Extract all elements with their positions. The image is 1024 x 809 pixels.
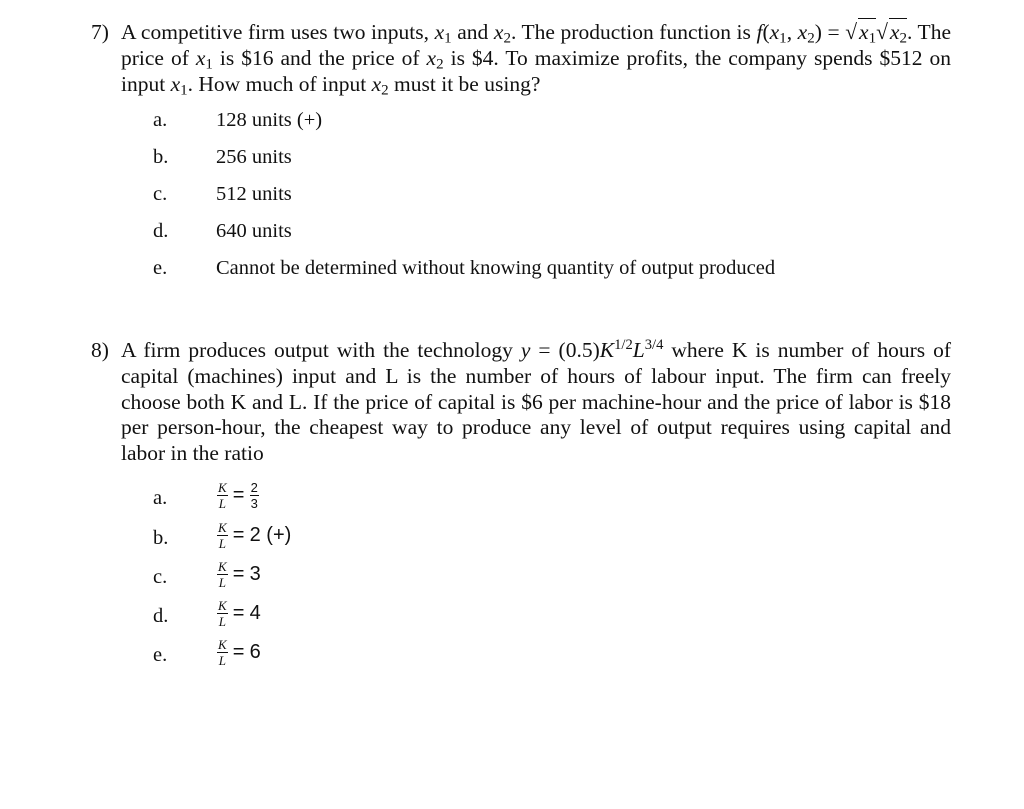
option-text: $\frac{K}{L}$ = 2 (+) <box>218 519 292 551</box>
math-x1: $x_1$ <box>170 71 188 98</box>
question-8 <box>91 336 952 668</box>
option-letter: c. <box>153 183 168 206</box>
option-text: 128 units (+) <box>216 109 323 132</box>
stem-text: where K is number of hours of capital (machines) input and L is the number of hours of labour input. The firm can freely choose both K and L. If the price of capital is $6 per machine-hour and the price of labor is $18 per person-hour, the cheapest way to produce any level of output requires using capital and labor in the ratio <box>121 338 952 466</box>
option-c <box>91 183 951 213</box>
fraction-k-over-l: $\frac{K}{L}$ <box>218 597 227 629</box>
math-x1: $x_1$ <box>434 20 452 47</box>
math-x2: $x_2$ <box>371 71 389 98</box>
stem-text: is $4. To maximize profits, the company spends $512 on input <box>121 45 951 96</box>
math-x2: $x_2$ <box>493 20 511 47</box>
option-text: 512 units <box>216 183 292 206</box>
option-letter: b. <box>153 146 169 169</box>
fraction-k-over-l: $\frac{K}{L}$ <box>218 519 227 551</box>
option-d <box>91 220 951 250</box>
fraction-k-over-l: $\frac{K}{L}$ <box>218 558 227 590</box>
option-a <box>91 109 951 139</box>
option-text: $\frac{K}{L}$ = 3 <box>218 558 261 590</box>
question-8-number: 8) <box>91 338 109 362</box>
option-text: $\frac{K}{L}$ = 4 <box>218 597 261 629</box>
question-7 <box>91 20 951 280</box>
stem-text: . The price of <box>121 20 951 70</box>
question-7-stem <box>91 20 951 97</box>
stem-text: . The production function is <box>510 20 757 44</box>
option-a <box>91 481 951 515</box>
option-letter: c. <box>153 565 168 588</box>
option-e <box>91 638 951 672</box>
stem-text: must it be using? <box>388 71 541 96</box>
math-production-function: $f(x_1$, $x_2$) = <box>756 20 840 47</box>
option-letter: e. <box>153 643 168 666</box>
option-b <box>91 521 951 555</box>
option-letter: a. <box>153 486 168 509</box>
option-c <box>91 560 951 594</box>
stem-text: A competitive firm uses two inputs, <box>121 20 435 44</box>
fraction-k-over-l: $\frac{K}{L}$ <box>218 479 227 511</box>
stem-text: . How much of input <box>187 71 372 96</box>
option-letter: d. <box>153 604 169 627</box>
math-technology: $y = (0.5)K^{1/2}L^{3/4}$ <box>520 336 664 362</box>
question-7-number: 7) <box>91 20 109 44</box>
option-text: $\frac{K}{L}$ = 6 <box>218 636 261 668</box>
option-letter: d. <box>153 220 169 243</box>
option-b <box>91 146 951 176</box>
math-x2: $x_2$ <box>426 45 444 73</box>
stem-text: A firm produces output with the technology <box>121 338 521 362</box>
math-sqrt-product: $√x_1√x_2$ <box>845 20 907 47</box>
stem-text: is $16 and the price of <box>212 45 427 70</box>
question-8-stem <box>91 338 951 467</box>
math-x1: $x_1$ <box>195 45 213 73</box>
option-text: 256 units <box>216 146 292 169</box>
option-d <box>91 599 951 633</box>
stem-text: and <box>451 20 494 44</box>
option-e <box>91 257 951 287</box>
option-text: Cannot be determined without knowing quantity of output produced <box>216 257 776 280</box>
option-letter: b. <box>153 526 169 549</box>
option-letter: e. <box>153 257 168 280</box>
option-text: 640 units <box>216 220 292 243</box>
option-letter: a. <box>153 109 168 132</box>
option-text: $\frac{K}{L}$ = $\frac{2}{3}$ <box>218 479 258 511</box>
fraction-two-thirds: $\frac{2}{3}$ <box>250 479 258 511</box>
fraction-k-over-l: $\frac{K}{L}$ <box>218 636 227 668</box>
